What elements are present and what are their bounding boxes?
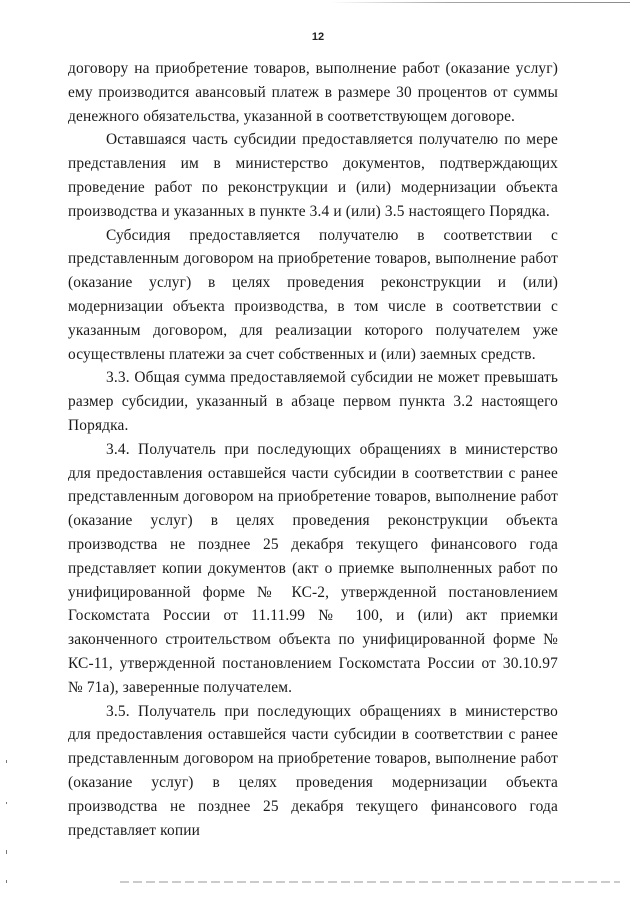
paragraph-3-3: 3.3. Общая сумма предоставляемой субсидии не может превышать размер субсидии, указанный в абзаце первом пункта 3.2 настоящего Порядка.	[68, 369, 558, 434]
scan-margin-marks	[6, 740, 8, 890]
document-body	[68, 57, 558, 842]
paragraph-contract-advance: договору на приобретение товаров, выполнение работ (оказание услуг) ему производится авансовый платеж в размере 30 процентов от суммы денежного обязательства, указанной в соответствующем договоре.	[68, 60, 558, 125]
scan-bottom-edge	[120, 881, 620, 883]
page-number: 12	[311, 31, 325, 43]
paragraph-3-4: 3.4. Получатель при последующих обращениях в министерство для предоставления оставшейся части субсидии в соответствии с ранее представленным договором на приобретение товаров, выполнение работ (оказание услуг) в целях проведения реконструкции объекта производства не позднее 25 декабря текущего финансового года представляет копии документов (акт о приемке выполненных работ по унифицированной форме № КС-2, утвержденной постановлением Госкомстата России от 11.11.99 № 100, и (или) акт приемки законченного строительством объекта по унифицированной форме № КС-11, утвержденной постановлением Госкомстата России от 30.10.97 № 71а), заверенные получателем.	[68, 440, 558, 696]
paragraph-subsidy-provision: Субсидия предоставляется получателю в соответствии с представленным договором на приобретение товаров, выполнение работ (оказание услуг) в целях проведения реконструкции и (или) модернизации объекта производства, в том числе в соответствии с указанным договором, для реализации которого получателем уже осуществлены платежи за счет собственных и (или) заемных средств.	[68, 226, 558, 363]
paragraph-remaining-subsidy: Оставшаяся часть субсидии предоставляется получателю по мере представления им в министерство документов, подтверждающих проведение работ по реконструкции и (или) модернизации объекта производства и указанных в пункте 3.4 и (или) 3.5 настоящего Порядка.	[68, 131, 558, 220]
scan-top-edge	[330, 2, 630, 3]
paragraph-3-5: 3.5. Получатель при последующих обращениях в министерство для предоставления оставшейся части субсидии в соответствии с ранее представленным договором на приобретение товаров, выполнение работ (оказание услуг) в целях проведения модернизации объекта производства не позднее 25 декабря текущего финансового года представляет копии	[68, 702, 558, 839]
